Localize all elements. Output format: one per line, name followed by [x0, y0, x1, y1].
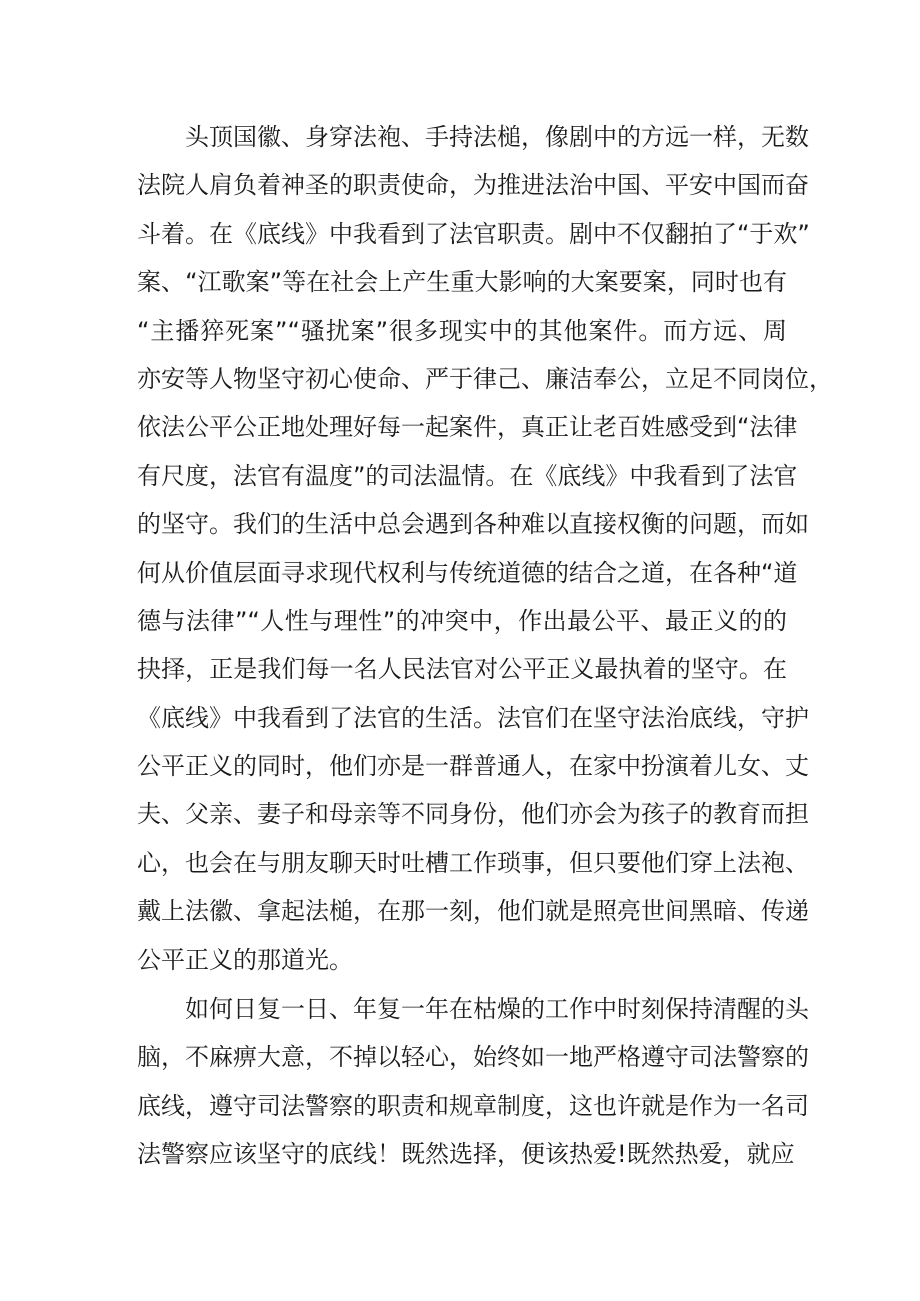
paragraph-2: [137, 985, 809, 1179]
paragraph-line: 《底线》中我看到了法官的生活。法官们在坚守法治底线，守护: [137, 703, 809, 732]
paragraph-line: 公平正义的那道光。: [137, 945, 353, 974]
paragraph-line: 底线，遵守司法警察的职责和规章制度，这也许就是作为一名司: [137, 1091, 809, 1120]
paragraph-line: 公平正义的同时，他们亦是一群普通人，在家中扮演着儿女、丈: [137, 752, 809, 781]
paragraph-line: 德与法律”“人性与理性”的冲突中，作出最公平、最正义的的: [137, 606, 787, 635]
paragraph-line: 心，也会在与朋友聊天时吐槽工作琐事，但只要他们穿上法袍、: [137, 848, 809, 877]
paragraph-line: 如何日复一日、年复一年在枯燥的工作中时刻保持清醒的头: [185, 995, 809, 1023]
paragraph-line: 斗着。在《底线》中我看到了法官职责。剧中不仅翻拍了“于欢”: [137, 219, 810, 248]
paragraph-1: [137, 113, 833, 984]
paragraph-line: 有尺度，法官有温度”的司法温情。在《底线》中我看到了法官: [137, 461, 798, 490]
paragraph-line: 亦安等人物坚守初心使命、严于律己、廉洁奉公，立足不同岗位，: [137, 364, 833, 393]
paragraph-line: 法警察应该坚守的底线！既然选择，便该热爱!既然热爱，就应: [137, 1140, 795, 1169]
paragraph-line: 抉择，正是我们每一名人民法官对公平正义最执着的坚守。在: [137, 655, 787, 684]
paragraph-line: “主播猝死案”“骚扰案”很多现实中的其他案件。而方远、周: [137, 316, 787, 345]
paragraph-line: 夫、父亲、妻子和母亲等不同身份，他们亦会为孩子的教育而担: [137, 800, 809, 829]
paragraph-line: 何从价值层面寻求现代权利与传统道德的结合之道，在各种“道: [137, 558, 798, 587]
paragraph-line: 依法公平公正地处理好每一起案件，真正让老百姓感受到“法律: [137, 413, 798, 442]
paragraph-line: 头顶国徽、身穿法袍、手持法槌，像剧中的方远一样，无数: [185, 123, 809, 151]
paragraph-line: 戴上法徽、拿起法槌，在那一刻，他们就是照亮世间黑暗、传递: [137, 897, 809, 926]
paragraph-line: 的坚守。我们的生活中总会遇到各种难以直接权衡的问题，而如: [137, 510, 809, 539]
paragraph-line: 法院人肩负着神圣的职责使命，为推进法治中国、平安中国而奋: [137, 171, 809, 200]
paragraph-line: 脑，不麻痹大意，不掉以轻心，始终如一地严格遵守司法警察的: [137, 1043, 809, 1072]
paragraph-line: 案、“江歌案”等在社会上产生重大影响的大案要案，同时也有: [137, 268, 787, 297]
